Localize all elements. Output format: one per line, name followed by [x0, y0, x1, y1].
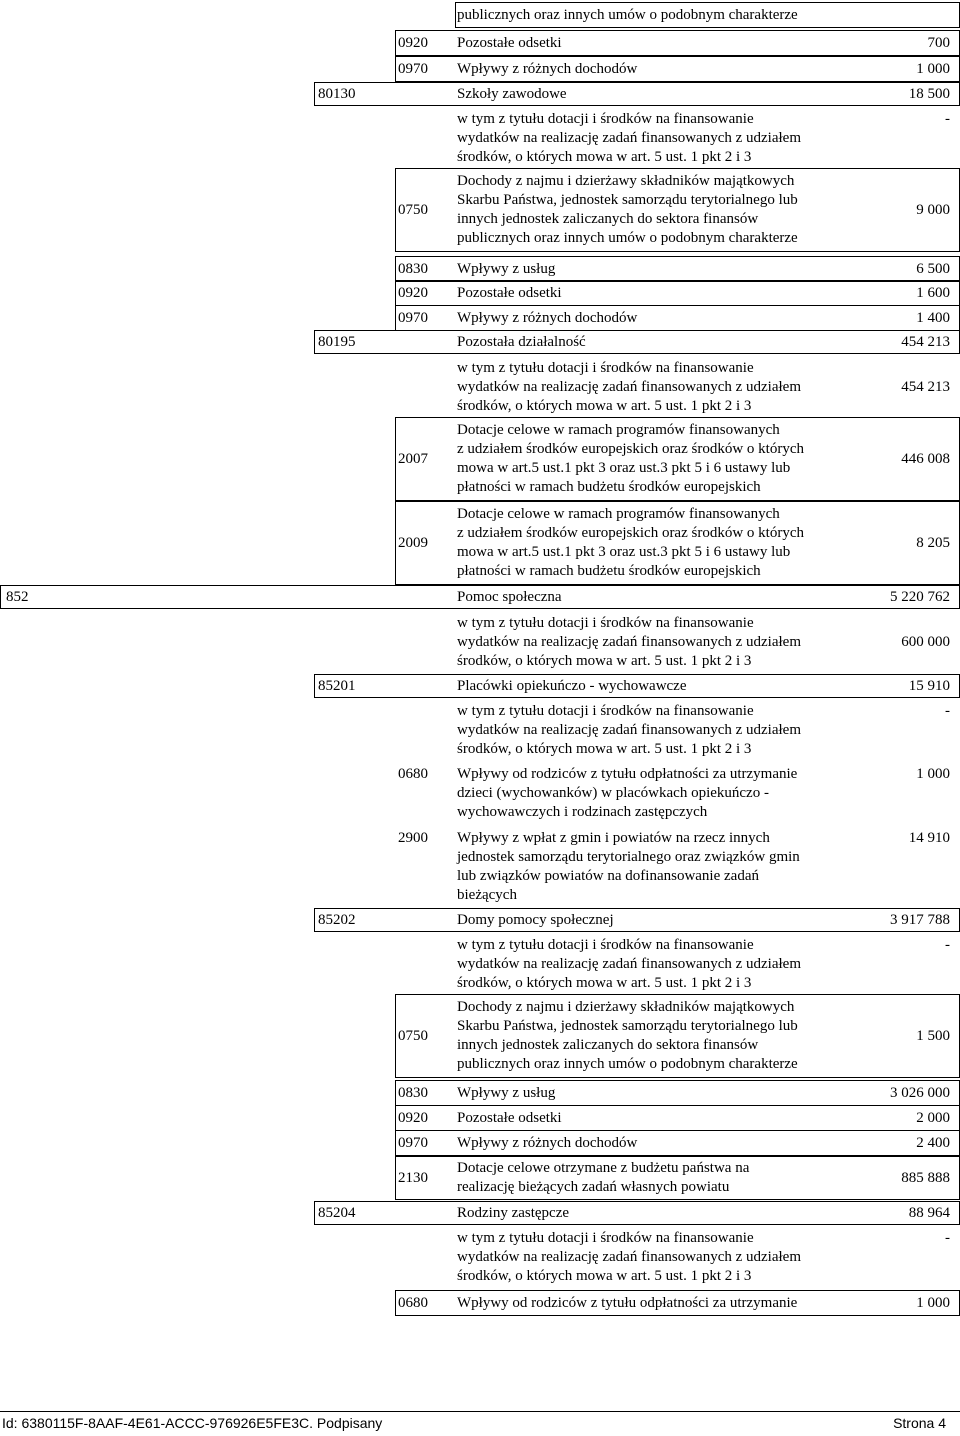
table-row	[0, 56, 960, 82]
description-line: innych jednostek zaliczanych do sektora finansów	[457, 211, 759, 227]
table-row	[0, 417, 960, 501]
description-line: wydatków na realizację zadań finansowanych z udziałem	[457, 634, 802, 650]
table-row	[0, 674, 960, 698]
table-row	[0, 1156, 960, 1200]
amount-value: 454 213	[901, 334, 950, 350]
amount-value: 8 205	[916, 535, 950, 551]
description-line: publicznych oraz innych umów o podobnym charakterze	[457, 230, 798, 246]
amount-value: -	[945, 937, 950, 953]
amount-value: 14 910	[908, 830, 950, 846]
description-line: Szkoły zawodowe	[457, 86, 567, 102]
description-line: środków, o których mowa w art. 5 ust. 1 pkt 2 i 3	[457, 149, 752, 165]
description-line: Dotacje celowe otrzymane z budżetu państwa na	[457, 1160, 750, 1176]
description-line: płatności w ramach budżetu środków europejskich	[457, 563, 761, 579]
rozdzial-code: 80195	[318, 334, 356, 350]
description-line: Dochody z najmu i dzierżawy składników majątkowych	[457, 173, 795, 189]
description-line: Skarbu Państwa, jednostek samorządu terytorialnego lub	[457, 192, 798, 208]
amount-value: 2 400	[916, 1135, 950, 1151]
rozdzial-code: 80130	[318, 86, 356, 102]
amount-value: 3 917 788	[890, 912, 950, 928]
paragraf-code: 2007	[398, 451, 428, 467]
table-row	[0, 357, 960, 417]
amount-value: 1 400	[916, 310, 950, 326]
description-line: wydatków na realizację zadań finansowanych z udziałem	[457, 956, 802, 972]
table-row	[0, 330, 960, 354]
amount-value: -	[945, 1230, 950, 1246]
table-row	[0, 501, 960, 585]
description-line: Rodziny zastępcze	[457, 1205, 570, 1221]
amount-value: 6 500	[916, 261, 950, 277]
page-number: Strona 4	[893, 1415, 946, 1431]
amount-value: 15 910	[908, 678, 950, 694]
paragraf-code: 0970	[398, 1135, 428, 1151]
paragraf-code: 0970	[398, 61, 428, 77]
document-id: Id: 6380115F-8AAF-4E61-ACCC-976926E5FE3C. Podpisany	[2, 1415, 383, 1431]
table-row	[0, 108, 960, 168]
description-line: wydatków na realizację zadań finansowanych z udziałem	[457, 130, 802, 146]
description-line: Dotacje celowe w ramach programów finansowanych	[457, 422, 780, 438]
dzial-code: 852	[6, 589, 29, 605]
paragraf-code: 0920	[398, 35, 428, 51]
description-line: środków, o których mowa w art. 5 ust. 1 pkt 2 i 3	[457, 653, 752, 669]
rozdzial-code: 85202	[318, 912, 356, 928]
description-line: mowa w art.5 ust.1 pkt 3 oraz ust.3 pkt 5 i 6 ustawy lub	[457, 460, 791, 476]
paragraf-code: 0680	[398, 1295, 428, 1311]
paragraf-code: 2130	[398, 1170, 428, 1186]
description-line: innych jednostek zaliczanych do sektora finansów	[457, 1037, 759, 1053]
description-line: Pozostałe odsetki	[457, 285, 562, 301]
amount-value: 88 964	[908, 1205, 950, 1221]
amount-value: 5 220 762	[890, 589, 950, 605]
description-line: Pozostałe odsetki	[457, 1110, 562, 1126]
amount-value: -	[945, 703, 950, 719]
table-row	[0, 585, 960, 609]
table-row	[0, 1290, 960, 1316]
description-line: środków, o których mowa w art. 5 ust. 1 pkt 2 i 3	[457, 741, 752, 757]
description-line: Wpływy od rodziców z tytułu odpłatności za utrzymanie	[457, 766, 798, 782]
paragraf-code: 0920	[398, 1110, 428, 1126]
paragraf-code: 0920	[398, 285, 428, 301]
description-line: Dotacje celowe w ramach programów finansowanych	[457, 506, 780, 522]
table-row	[0, 1105, 960, 1131]
amount-value: 1 000	[916, 1295, 950, 1311]
description-line: w tym z tytułu dotacji i środków na finansowanie	[457, 703, 754, 719]
amount-value: -	[945, 111, 950, 127]
page-footer	[0, 1411, 960, 1436]
rozdzial-code: 85204	[318, 1205, 356, 1221]
description-line: Wpływy z różnych dochodów	[457, 1135, 638, 1151]
rozdzial-code: 85201	[318, 678, 356, 694]
description-line: w tym z tytułu dotacji i środków na finansowanie	[457, 360, 754, 376]
description-line: realizację bieżących zadań własnych powiatu	[457, 1179, 730, 1195]
table-row	[0, 2, 960, 28]
table-row	[0, 908, 960, 932]
description-line: Dochody z najmu i dzierżawy składników majątkowych	[457, 999, 795, 1015]
description-line: w tym z tytułu dotacji i środków na finansowanie	[457, 937, 754, 953]
description-line: w tym z tytułu dotacji i środków na finansowanie	[457, 1230, 754, 1246]
description-line: jednostek samorządu terytorialnego oraz związków gmin	[457, 849, 800, 865]
paragraf-code: 0970	[398, 310, 428, 326]
table-row	[0, 762, 960, 824]
description-line: Wpływy od rodziców z tytułu odpłatności za utrzymanie	[457, 1295, 798, 1311]
description-line: środków, o których mowa w art. 5 ust. 1 pkt 2 i 3	[457, 1268, 752, 1284]
description-line: Placówki opiekuńczo - wychowawcze	[457, 678, 687, 694]
amount-value: 700	[927, 35, 950, 51]
amount-value: 600 000	[901, 634, 950, 650]
description-line: Pozostała działalność	[457, 334, 586, 350]
description-line: publicznych oraz innych umów o podobnym charakterze	[457, 7, 798, 23]
table-row	[0, 1130, 960, 1156]
description-line: wychowawczych i rodzinach zastępczych	[457, 804, 708, 820]
paragraf-code: 0830	[398, 1085, 428, 1101]
table-row	[0, 82, 960, 106]
paragraf-code: 0680	[398, 766, 428, 782]
table-row	[0, 934, 960, 994]
description-line: wydatków na realizację zadań finansowanych z udziałem	[457, 379, 802, 395]
description-line: Pozostałe odsetki	[457, 35, 562, 51]
table-row	[0, 256, 960, 282]
table-row	[0, 826, 960, 908]
table-row	[0, 280, 960, 306]
paragraf-code: 0750	[398, 202, 428, 218]
description-line: Wpływy z wpłat z gmin i powiatów na rzecz innych	[457, 830, 770, 846]
description-line: Skarbu Państwa, jednostek samorządu terytorialnego lub	[457, 1018, 798, 1034]
description-line: w tym z tytułu dotacji i środków na finansowanie	[457, 615, 754, 631]
amount-value: 1 500	[916, 1028, 950, 1044]
table-row	[0, 994, 960, 1078]
table-row	[0, 1080, 960, 1106]
description-line: publicznych oraz innych umów o podobnym charakterze	[457, 1056, 798, 1072]
amount-value: 3 026 000	[890, 1085, 950, 1101]
amount-value: 885 888	[901, 1170, 950, 1186]
description-line: lub związków powiatów na dofinansowanie zadań	[457, 868, 759, 884]
table-row	[0, 305, 960, 331]
description-line: płatności w ramach budżetu środków europejskich	[457, 479, 761, 495]
amount-value: 454 213	[901, 379, 950, 395]
description-line: Domy pomocy społecznej	[457, 912, 614, 928]
table-row	[0, 700, 960, 760]
description-line: Pomoc społeczna	[457, 589, 562, 605]
table-row	[0, 1227, 960, 1287]
amount-value: 2 000	[916, 1110, 950, 1126]
table-row	[0, 1201, 960, 1225]
amount-value: 18 500	[908, 86, 950, 102]
table-row	[0, 612, 960, 672]
description-line: Wpływy z różnych dochodów	[457, 310, 638, 326]
description-line: wydatków na realizację zadań finansowanych z udziałem	[457, 1249, 802, 1265]
paragraf-code: 2900	[398, 830, 428, 846]
table-row	[0, 168, 960, 252]
description-line: wydatków na realizację zadań finansowanych z udziałem	[457, 722, 802, 738]
paragraf-code: 2009	[398, 535, 428, 551]
amount-value: 1 000	[916, 766, 950, 782]
description-line: w tym z tytułu dotacji i środków na finansowanie	[457, 111, 754, 127]
paragraf-code: 0750	[398, 1028, 428, 1044]
amount-value: 446 008	[901, 451, 950, 467]
description-line: bieżących	[457, 887, 517, 903]
description-line: Wpływy z różnych dochodów	[457, 61, 638, 77]
amount-value: 1 600	[916, 285, 950, 301]
description-line: mowa w art.5 ust.1 pkt 3 oraz ust.3 pkt 5 i 6 ustawy lub	[457, 544, 791, 560]
table-row	[0, 30, 960, 56]
paragraf-code: 0830	[398, 261, 428, 277]
description-line: środków, o których mowa w art. 5 ust. 1 pkt 2 i 3	[457, 398, 752, 414]
description-line: środków, o których mowa w art. 5 ust. 1 pkt 2 i 3	[457, 975, 752, 991]
amount-value: 9 000	[916, 202, 950, 218]
description-line: Wpływy z usług	[457, 261, 556, 277]
amount-value: 1 000	[916, 61, 950, 77]
description-line: z udziałem środków europejskich oraz środków o których	[457, 441, 804, 457]
description-line: dzieci (wychowanków) w placówkach opiekuńczo -	[457, 785, 769, 801]
description-line: z udziałem środków europejskich oraz środków o których	[457, 525, 804, 541]
description-line: Wpływy z usług	[457, 1085, 556, 1101]
